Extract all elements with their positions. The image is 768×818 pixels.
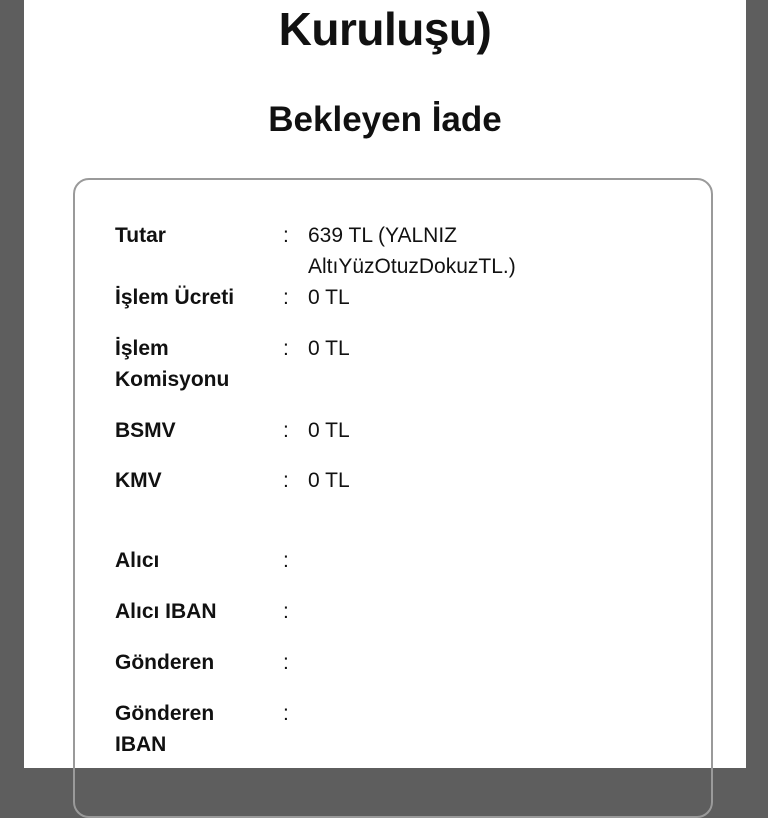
detail-label: Gönderen IBAN — [115, 702, 215, 756]
separator: : — [283, 549, 289, 572]
detail-value: 0 TL — [308, 469, 350, 492]
separator: : — [283, 419, 289, 442]
detail-label: Alıcı IBAN — [115, 600, 217, 623]
detail-label: İşlem Ücreti — [115, 286, 235, 309]
detail-label: İşlem Komisyonu — [115, 337, 230, 391]
detail-value: 0 TL — [308, 337, 350, 360]
detail-label: Tutar — [115, 224, 166, 247]
separator: : — [283, 337, 289, 360]
detail-value: 639 TL (YALNIZ AltıYüzOtuzDokuzTL.) — [308, 224, 516, 278]
receipt-page — [24, 0, 746, 768]
detail-label: KMV — [115, 469, 162, 492]
detail-value: 0 TL — [308, 419, 350, 442]
page-subtitle: Bekleyen İade — [268, 100, 502, 139]
separator: : — [283, 702, 289, 725]
detail-value: 0 TL — [308, 286, 350, 309]
detail-label: Gönderen — [115, 651, 215, 674]
separator: : — [283, 600, 289, 623]
detail-label: BSMV — [115, 419, 176, 442]
separator: : — [283, 469, 289, 492]
separator: : — [283, 286, 289, 309]
separator: : — [283, 224, 289, 247]
detail-label: Alıcı — [115, 549, 160, 572]
separator: : — [283, 651, 289, 674]
page-title: Kuruluşu) — [278, 3, 492, 55]
details-card — [73, 178, 713, 818]
